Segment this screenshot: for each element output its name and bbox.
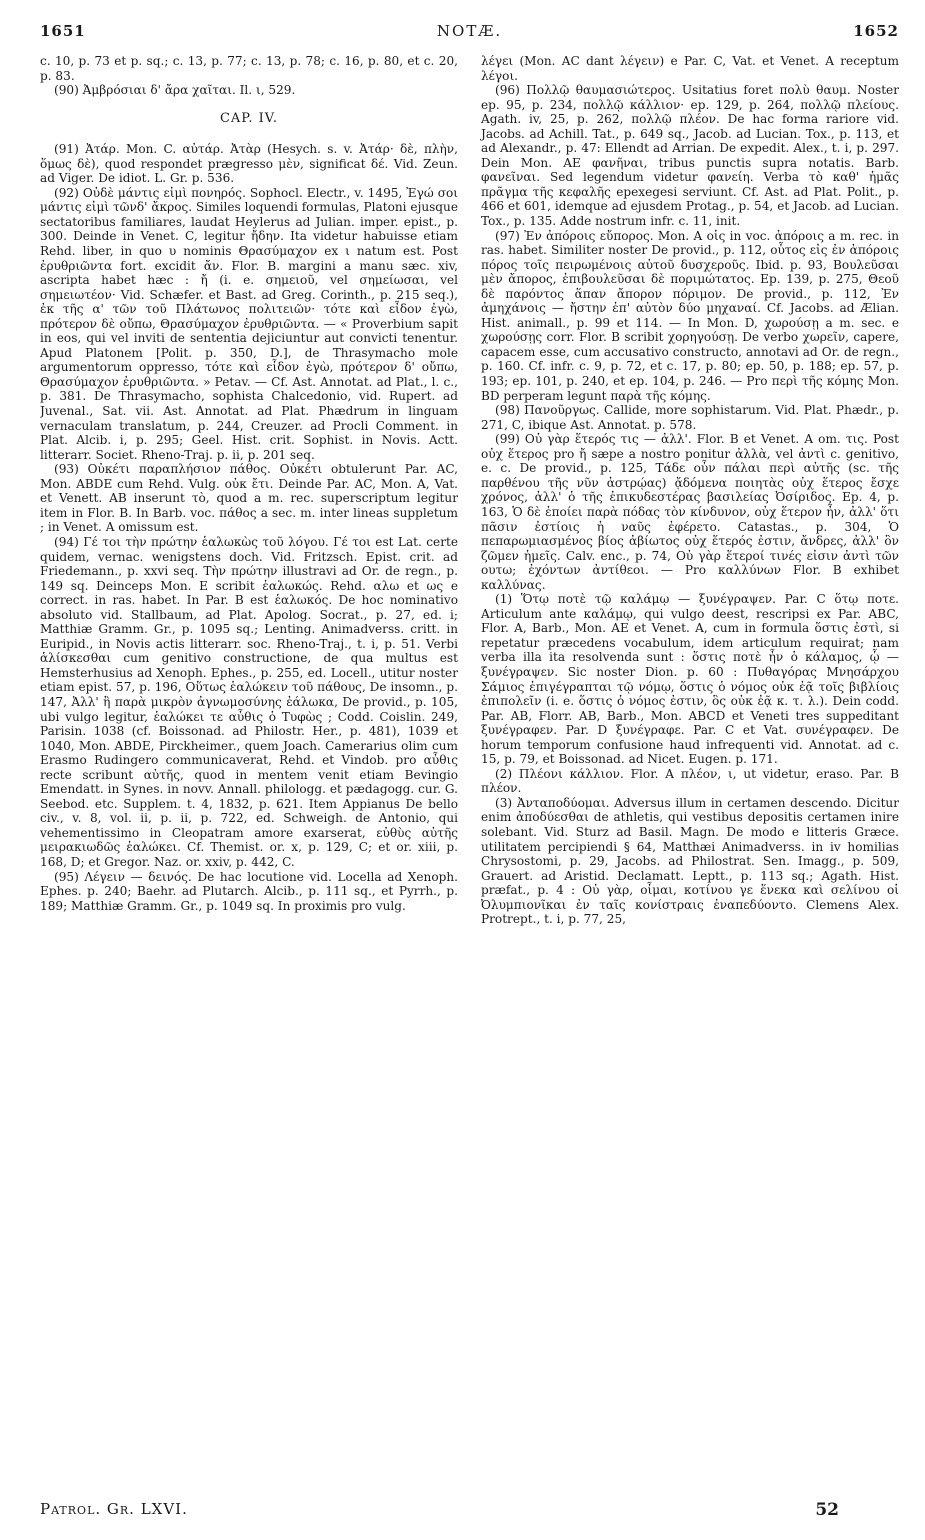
note-2: (2) Πλέονι κάλλιον. Flor. A πλέον, ι, ut videtur, eraso. Par. B πλέον.: [481, 766, 899, 796]
note-97: (97) Ἐν ἀπόροις εὔπορος. Mon. A οἱς in voc. ἀπόροις a m. rec. in ras. habet. Similiter noster De provid., p. 112, οὗτος εἰς ἐν ἀπόροις πόρος τοῖς πειρωμένοις αὐτοῦ δυσχεροῦς. Ibid. p. 93, Βουλεῦσαι μὲν ἄπορος, ἐπιβουλεῦσαι δὲ ποριμώτατος. Ep. 139, p. 275, Θεοῦ δὲ παρόντος ἅπαν ἄπορον πόριμον. De provid., p. 112, Ἐν ἀμηχάνοις — ἤστην ἐπ' αὐτὸν δύο μηχαναί. Cf. Jacobs. ad Ælian. Hist. animall., p. 99 et 114. — In Mon. D, χωρούσῃ a m. sec. e χωρούσῃς corr. Flor. B scribit χορηγούσῃ. De verbo χωρεῖν, capere, capacem esse, cum accusativo constructo, annotavi ad Or. de regn., p. 160. Cf. infr. c. 9, p. 72, et c. 17, p. 80; ep. 50, p. 188; ep. 57, p. 193; ep. 101, p. 240, et ep. 104, p. 246. — Pro περὶ τῆς κόμης Mon. BD perperam legunt παρὰ τῆς κόμης.: [481, 228, 899, 403]
note-91: (91) Ἀτάρ. Mon. C. αὐτάρ. Ἀτὰρ (Hesych. s. v. Ἀτάρ· δὲ, πλὴν, ὅμως δὲ), quod respondet prægresso μὲν, significat δέ. Vid. Zeun. ad Viger. De idiot. L. Gr. p. 536.: [40, 142, 458, 186]
note-93: (93) Οὐκέτι παραπλήσιον πάθος. Οὐκέτι obtulerunt Par. AC, Mon. ABDE cum Rehd. Vulg. οὐκ ἔτι. Deinde Par. AC, Mon. A, Vat. et Venett. AB inserunt τὸ, quod a m. rec. superscriptum legitur item in Flor. B. In Barb. voc. πάθος a sec. m. inter lineas suppletum ; in Venet. A omissum est.: [40, 462, 458, 535]
note-99: (99) Οὐ γὰρ ἕτερός τις — ἀλλ'. Flor. B et Venet. A om. τις. Post οὐχ ἕτερος pro ἤ sæpe a nostro ponitur ἀλλὰ, vel ἀντὶ c. genitivo, e. c. De provid., p. 125, Τάδε οὖν πάλαι περὶ αὐτῆς (sc. τῆς παρθένου τῆς νῦν ἀστρῴας) ᾄδόμενα ποιητὰς οὐχ ἕτερος ἔσχε χρόνος, ἀλλ' ὁ τῆς ἐπικυδεστέρας βασιλείας Ὀσίριδος. Ep. 4, p. 163, Ὁ δὲ ἐποίει παρὰ πόδας τὸν κίνδυνον, οὐχ ἕτερον ἦν, ἀλλ' ὅτι πᾶσιν ἐστίοις ἡ ναῦς ἐφέρετο. Catastas., p. 304, Ὁ πεπαρωμιασμένος βίος ἀβίωτος οὐχ ἕτερός ἐστιν, ἄνδρες, ἀλλ' ὃν ζῶμεν ἡμεῖς. Calv. enc., p. 74, Οὐ γὰρ ἕτεροί τινές εἰσιν ἀντὶ τῶν ουτω; ἐχόντων ἀντίθεοι. — Pro καλλύνων Flor. B exhibet καλλύνας.: [481, 432, 899, 592]
note-95-continued: λέγει (Mon. AC dant λέγειν) e Par. C, Vat. et Venet. A receptum λέγοι.: [481, 54, 899, 83]
intro-line: c. 10, p. 73 et p. sq.; c. 13, p. 77; c. 13, p. 78; c. 16, p. 80, et c. 20, p. 83.: [40, 54, 458, 83]
note-90: (90) Ἀμβρόσιαι δ' ἄρα χαῖται. Il. ι, 529.: [54, 83, 296, 98]
gathering-number: 52: [815, 1500, 839, 1520]
page-footer: [40, 1500, 899, 1520]
chapter-heading: CAP. IV.: [219, 110, 279, 126]
right-page-number: 1652: [853, 22, 899, 40]
text-columns: [40, 54, 899, 1514]
note-95: (95) Λέγειν — δεινός. De hac locutione vid. Locella ad Xenoph. Ephes. p. 240; Baehr. ad Plutarch. Alcib., p. 111 sq., et Pyrrh., p. 189; Matthiæ Gramm. Gr., p. 1049 sq. In proximis pro vulg.: [40, 869, 458, 913]
left-page-number: 1651: [40, 22, 86, 40]
note-98: (98) Πανοῦργως. Callide, more sophistarum. Vid. Plat. Phædr., p. 271, C, ibique Ast. Annotat. p. 578.: [481, 403, 899, 432]
note-94: (94) Γέ τοι τὴν πρώτην ἑαλωκὼς τοῦ λόγου. Γέ τοι est Lat. certe quidem, vernac. wenigstens doch. Vid. Fritzsch. Epist. crit. ad Friedemann., p. xxvi seq. Τὴν πρώτην illustravi ad Or. de regn., p. 149 sq. Deinceps Mon. E scribit ἑαλωκώς. Rehd. αλω et ως e correct. in ras. habet. In Par. B est ἑαλωκός. De hoc nominativo absoluto vid. Stallbaum, ad Plat. Apolog. Socrat., p. 27, ed. i; Matthiæ Gramm. Gr., p. 1095 sq.; Lenting. Animadverss. critt. in Euripid., in Novis actis litterarr. soc. Rheno-Traj., t. i, p. 51. Verbi ἁλίσκεσθαι cum genitivo constructione, de qua multus est Hemsterhusius ad Xenoph. Ephes., p. 255, ed. Locell., utitur noster etiam epist. 57, p. 196, Οὕτως ἑαλώκειν τοῦ πάθους, De insomn., p. 147, Ἀλλ' ἢ παρὰ μικρὸν ἀγνωμοσύνης ἑάλωκα, De provid., p. 105, ubi vulgo legitur, ἑαλώκει τε αὖθις ὁ Τυφὼς ; Codd. Coislin. 249, Parisin. 1038 (cf. Boissonad. ad Philostr. Her., p. 481), 1039 et 1040, Mon. ABDE, Pirckheimer., quem Joach. Camerarius olim cum Erasmo Rudingero communicaverat, Rehd. et Vindob. pro αὖθις recte scribunt αὐτῆς, quod in mentem venit etiam Bevingio Emendatt. in Synes. in novv. Annall. philologg. et pædagogg. cur. G. Seebod. etc. Supplem. t. 4, 1832, p. 621. Item Appianus De bello civ., v. 8, vol. ii, p. ii, p. 722, ed. Schweigh. de Antonio, qui vehementissimo in Cleopatram amore exarserat, εὐθὺς αὐτῆς μειρακιωδῶς ἑαλώκει. Cf. Themist. or. x, p. 129, C; et or. xiii, p. 168, D; et Gregor. Naz. or. xxiv, p. 442, C.: [40, 534, 458, 869]
note-96: (96) Πολλῷ θαυμασιώτερος. Usitatius foret πολὺ θαυμ. Noster ep. 95, p. 234, πολλῷ κάλλιον· ep. 129, p. 264, πολλῷ πλείους. Agath. iv, 25, p. 262, πολλῷ πλέον. De hac forma rariore vid. Jacobs. ad Achill. Tat., p. 649 sq., Jacob. ad Lucian. Tox., p. 113, et ad Alexandr., p. 47: Ellendt ad Arrian. De expedit. Alex., t. i, p. 297. Dein Mon. AE φανῆναι, tribus punctis supra notatis. Barb. φανεῖναι. Sed legendum videtur φανείη. Verba τὸ καθ' ἡμᾶς πρᾶγμα τῆς κεφαλῆς epexegesi serviunt. Cf. Ast. ad Plat. Polit., p. 466 et 601, idemque ad ejusdem Protag., p. 54, et Jacob. ad Lucian. Tox., p. 135. Adde nostrum infr. c. 11, init.: [481, 83, 899, 229]
note-92: (92) Οὐδὲ μάντις εἰμὶ πονηρός. Sophocl. Electr., v. 1495, Ἐγώ σοι μάντις εἰμὶ τῶνδ' ἄκρος. Similes loquendi formulas, Platoni ejusque sectatoribus familiares, laudat Heylerus ad Julian. imper. epist., p. 300. Deinde in Venet. C, legitur ἤδην. Ita videtur habuisse etiam Rehd. liber, in quo υ nominis Θρασύμαχον ex ι natum est. Post ἐρυθριῶντα fort. excidit ἄν. Flor. B. margini a manu sæc. xiv, ascripta habet hæc : ἤ (i. e. σημειοῦ, vel σημείωσαι, vel σημειωτέον· Vid. Schæfer. et Bast. ad Greg. Corinth., p. 215 seq.), ἐκ τῆς α' τῶν τοῦ Πλάτωνος πολιτειῶν· τότε καὶ εἶδον ἐγὼ, πρότερον δὲ οὔπω, Θρασύμαχον ἐρυθριῶντα. — « Proverbium sapit in eos, qui vel inviti de sententia dejiciuntur aut convicti tenentur. Apud Platonem [Polit. p. 350, D.], de Thrasymacho mole argumentorum oppresso, τότε καὶ εἶδον ἐγὼ, πρότερον δ' οὔπω, Θρασύμαχον ἐρυθριῶντα. » Petav. — Cf. Ast. Annotat. ad Plat., l. c., p. 381. De Thrasymacho, sophista Chalcedonio, vid. Rupert. ad Juvenal., Sat. vii. Ast. Annotat. ad Plat. Phædrum in linguam vernaculam translatum, p. 244, Creuzer. ad Procli Comment. in Plat. Alcib. i, p. 295; Geel. Hist. crit. Sophist. in Novis. Actt. litterarr. Societ. Rheno-Traj. p. ii, p. 201 seq.: [40, 185, 458, 462]
running-title: NOTÆ.: [436, 22, 503, 40]
volume-signature: Patrol. Gr. LXVI.: [40, 1500, 188, 1518]
left-column: [40, 54, 458, 1514]
right-column: [481, 54, 899, 1514]
note-3: (3) Ἀνταποδύομαι. Adversus illum in certamen descendo. Dicitur enim ἀποδύεσθαι de athletis, qui vestibus depositis certamen inire solebant. Vid. Sturz ad Basil. Magn. De modo e litteris Græce. utilitatem percipiendi § 64, Matthæi Animadverss. in iv homilias Chrysostomi, p. 29, Jacobs. ad Philostrat. Sen. Imagg., p. 509, Grauert. ad Aristid. Declamatt. Leptt., p. 113 sq.; Agath. Hist. præfat., p. 4 : Οὐ γὰρ, οἶμαι, κοτίνου γε ἕνεκα καὶ σελίνου οἱ Ὀλυμπιονῖκαι ἐν ταῖς κονίστραις ἐναπεδύοντο. Clemens Alex. Protrept., t. i, p. 77, 25,: [481, 795, 899, 927]
running-header: [40, 22, 899, 46]
note-1: (1) Ὅτῳ ποτὲ τῷ καλάμῳ — ξυνέγραψεν. Par. C ὅτῳ ποτε. Articulum ante καλάμῳ, qui vulgo deest, rescripsi ex Par. ABC, Flor. A, Barb., Mon. AE et Venet. A, cum in formula ὅστις ἐστὶ, si repetatur præcedens vocabulum, idem articulum requirat; nam verba illa ita resolvenda sunt : ὅστις ποτὲ ἦν ὁ κάλαμος, ᾧ — ξυνέγραψεν. Sic noster Dion. p. 60 : Πυθαγόρας Μνησάρχου Σάμιος ἐπιγέγραπται τῷ νόμῳ, ὅστις ὁ νόμος οὐκ ἐᾷ τοῖς βιβλίοις ἐπιπολεῖν (i. e. ὅστις ὁ νόμος ἐστιν, ὃς οὐκ ἐᾷ κ. τ. λ.). Dein codd. Par. AB, Florr. AB, Barb., Mon. ABCD et Veneti tres suppeditant ξυνέγραφεν. Par. D ξυνέγραφε. Par. C et Vat. συνέγραφεν. De horum temporum confusione haud infrequenti vid. Annotat. ad c. 15, p. 79, et Boissonad. ad Nicet. Eugen. p. 171.: [481, 592, 899, 767]
